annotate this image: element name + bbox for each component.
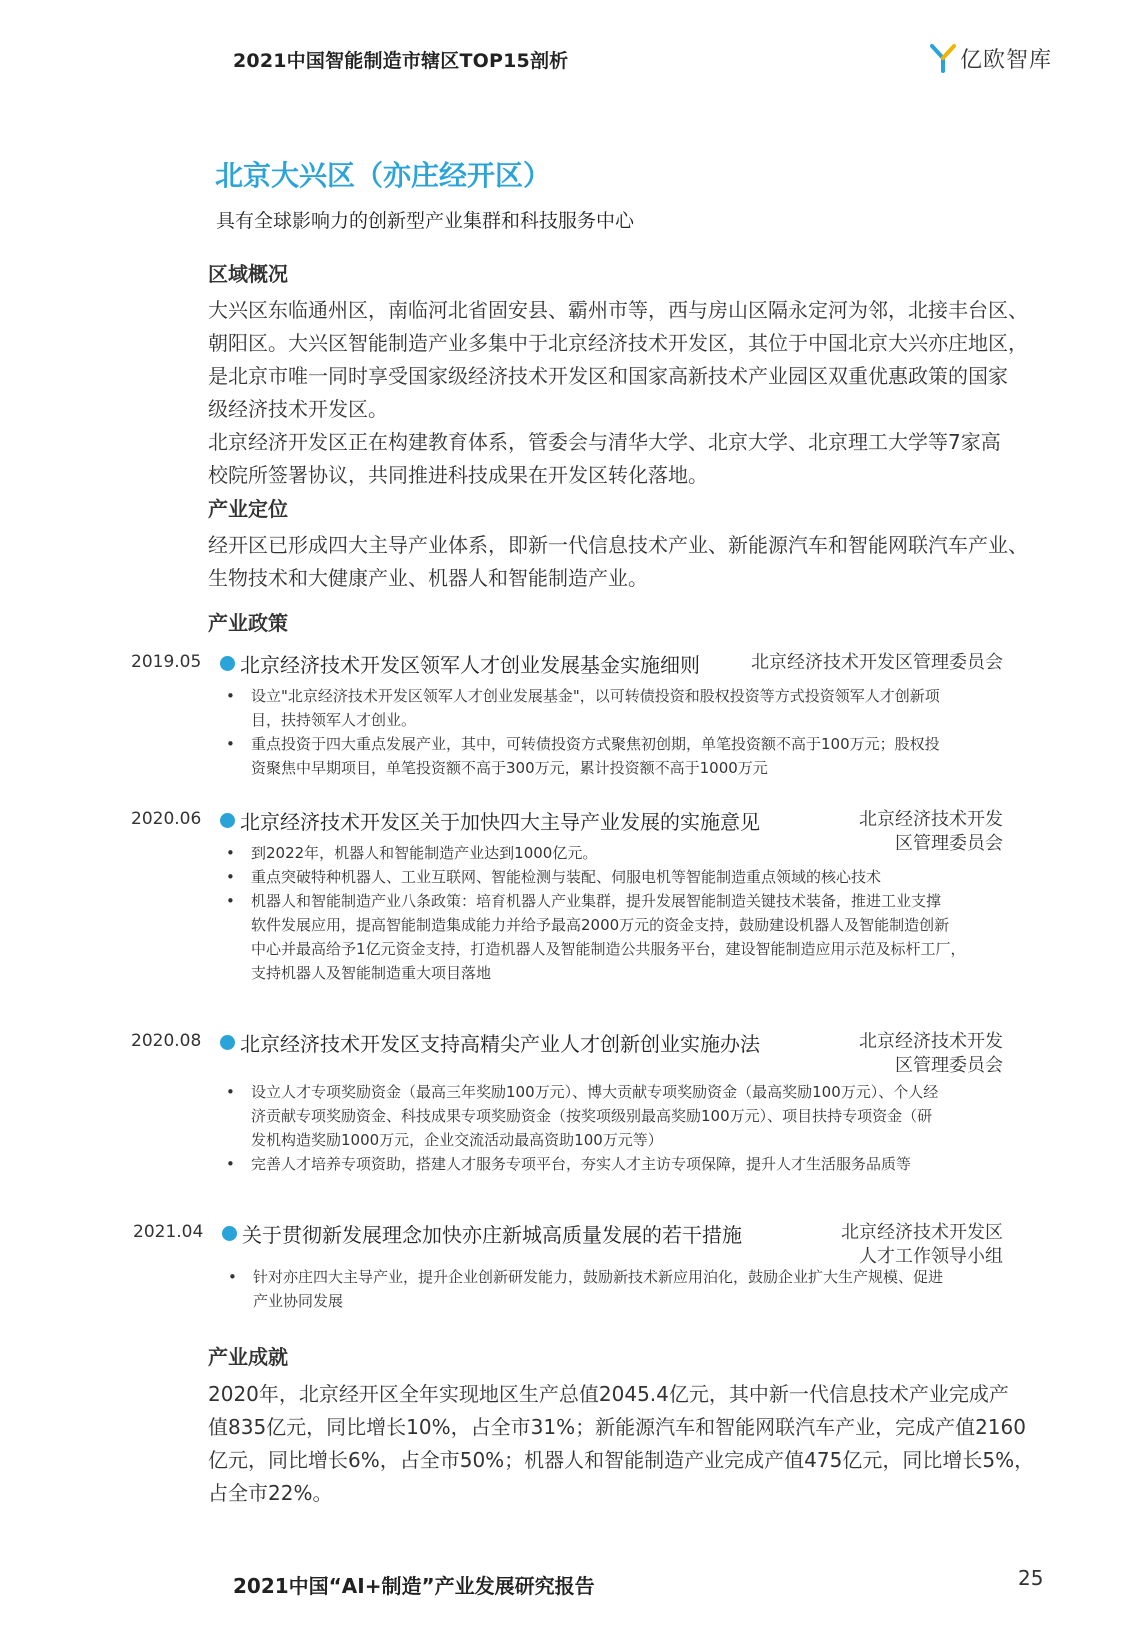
footer-title: 2021中国“AI+制造”产业发展研究报告 — [233, 1574, 595, 1598]
policy-title: 北京经济技术开发区支持高精尖产业人才创新创业实施办法 — [240, 1032, 760, 1056]
issuer-line: 人才工作领导小组 — [859, 1246, 1003, 1267]
policy-date: 2021.04 — [133, 1222, 204, 1242]
policy-title: 北京经济技术开发区关于加快四大主导产业发展的实施意见 — [240, 810, 760, 834]
policy-date: 2020.08 — [131, 1031, 202, 1051]
issuer-line: 北京经济技术开发 — [859, 1031, 1003, 1052]
overview-heading: 区域概况 — [208, 262, 288, 286]
achievements-line: 亿元，同比增长6%，占全市50%；机器人和智能制造产业完成产值475亿元，同比增长5%， — [208, 1448, 1035, 1472]
list-item: • 针对亦庄四大主导产业，提升企业创新研发能力，鼓励新技术新应用泊化，鼓励企业扩大生产规模、促进 产业协同发展 — [220, 1265, 1020, 1313]
issuer-line: 北京经济技术开发区 — [841, 1222, 1003, 1243]
achievements-paragraph — [208, 1378, 1068, 1510]
issuer-line: 区管理委员会 — [895, 1055, 1003, 1076]
logo-icon — [930, 43, 956, 73]
policy-issuer — [841, 1221, 1003, 1269]
overview-line: 是北京市唯一同时享受国家级经济技术开发区和国家高新技术产业园区双重优惠政策的国家 — [208, 364, 1008, 388]
achievements-line: 占全市22%。 — [208, 1481, 333, 1505]
issuer-line: 区管理委员会 — [895, 833, 1003, 854]
brand-logo — [930, 40, 1070, 76]
achievements-line: 值835亿元，同比增长10%，占全市31%；新能源汽车和智能网联汽车产业，完成产值2160 — [208, 1415, 1026, 1439]
policy-bullets — [218, 841, 1018, 985]
section-subtitle: 具有全球影响力的创新型产业集群和科技服务中心 — [216, 210, 635, 232]
policy-bullets — [218, 1080, 1018, 1176]
list-item: • 完善人才培养专项资助，搭建人才服务专项平台，夯实人才主访专项保障，提升人才生活服务品质等 — [218, 1152, 1018, 1176]
bullet-dot-icon — [220, 813, 235, 828]
section-title: 北京大兴区（亦庄经开区） — [215, 159, 552, 192]
positioning-paragraph — [208, 529, 1068, 595]
positioning-line: 生物技术和大健康产业、机器人和智能制造产业。 — [208, 566, 648, 590]
issuer-line: 北京经济技术开发 — [859, 809, 1003, 830]
bullet-dot-icon — [220, 656, 235, 671]
header-title: 2021中国智能制造市辖区TOP15剖析 — [233, 50, 569, 72]
issuer-line: 北京经济技术开发区管理委员会 — [751, 652, 1003, 673]
policy-issuer — [859, 1030, 1003, 1078]
policy-title: 北京经济技术开发区领军人才创业发展基金实施细则 — [240, 653, 700, 677]
overview-line: 北京经济开发区正在构建教育体系，管委会与清华大学、北京大学、北京理工大学等7家高 — [208, 430, 1001, 454]
policy-title: 关于贯彻新发展理念加快亦庄新城高质量发展的若干措施 — [242, 1223, 742, 1247]
policy-bullets — [218, 684, 1008, 780]
policy-heading: 产业政策 — [208, 611, 288, 635]
policy-date: 2019.05 — [131, 652, 202, 672]
logo-text: 亿欧智库 — [960, 47, 1053, 73]
bullet-dot-icon — [222, 1226, 237, 1241]
list-item: • 重点突破特种机器人、工业互联网、智能检测与装配、伺服电机等智能制造重点领域的核心技术 — [218, 865, 1018, 889]
positioning-line: 经开区已形成四大主导产业体系，即新一代信息技术产业、新能源汽车和智能网联汽车产业、 — [208, 533, 1028, 557]
overview-line: 大兴区东临通州区，南临河北省固安县、霸州市等，西与房山区隔永定河为邻，北接丰台区、 — [208, 298, 1028, 322]
bullet-dot-icon — [220, 1035, 235, 1050]
list-item: • 机器人和智能制造产业八条政策：培育机器人产业集群，提升发展智能制造关键技术装备，推进工业支撑 软件发展应用，提高智能制造集成能力并给予最高2000万元的资金支持，鼓励建设机器人及智能制造创新 中心并最高给予1亿元资金支持，打造机器人及智能制造公共服务平台，建设智能制造应用示范及标杆工厂， 支持机器人及智能制造重大项目落地 — [218, 889, 1018, 985]
page-number: 25 — [1018, 1566, 1044, 1590]
list-item: • 设立"北京经济技术开发区领军人才创业发展基金"，以可转债投资和股权投资等方式投资领军人才创新项 目，扶持领军人才创业。 — [218, 684, 1008, 732]
overview-line: 校院所签署协议，共同推进科技成果在开发区转化落地。 — [208, 463, 708, 487]
achievements-line: 2020年，北京经开区全年实现地区生产总值2045.4亿元，其中新一代信息技术产业完成产 — [208, 1382, 1009, 1406]
achievements-heading: 产业成就 — [208, 1345, 288, 1369]
positioning-heading: 产业定位 — [208, 497, 288, 521]
list-item: • 到2022年，机器人和智能制造产业达到1000亿元。 — [218, 841, 1018, 865]
overview-line: 级经济技术开发区。 — [208, 397, 388, 421]
overview-paragraph — [208, 294, 1068, 492]
list-item: • 设立人才专项奖励资金（最高三年奖励100万元）、博大贡献专项奖励资金（最高奖励100万元）、个人经 济贡献专项奖励资金、科技成果专项奖励资金（按奖项级别最高奖励100万元）、项目扶持专项资金（研 发机构造奖励1000万元，企业交流活动最高资助100万元等） — [218, 1080, 1018, 1152]
policy-date: 2020.06 — [131, 809, 202, 829]
list-item: • 重点投资于四大重点发展产业，其中，可转债投资方式聚焦初创期，单笔投资额不高于100万元；股权投 资聚焦中早期项目，单笔投资额不高于300万元，累计投资额不高于1000万元 — [218, 732, 1008, 780]
policy-bullets — [220, 1265, 1020, 1313]
overview-line: 朝阳区。大兴区智能制造产业多集中于北京经济技术开发区，其位于中国北京大兴亦庄地区， — [208, 331, 1028, 355]
policy-issuer — [751, 651, 1003, 675]
